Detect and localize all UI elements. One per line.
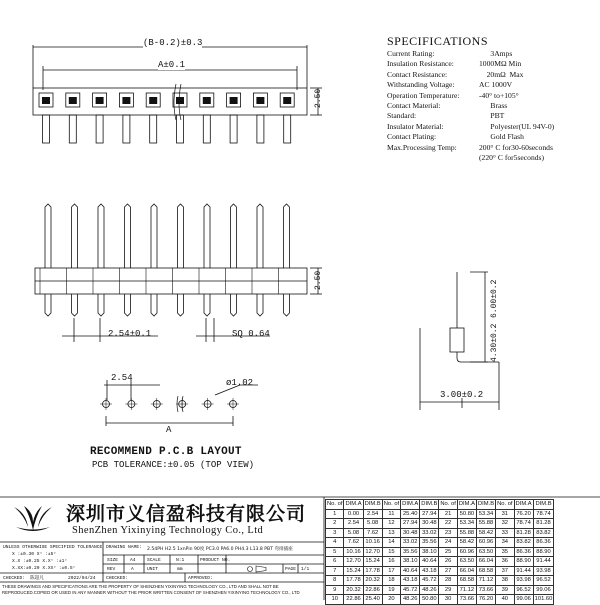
- top-pin-square: [230, 97, 238, 104]
- top-pin-tail: [203, 115, 210, 143]
- top-pin-tail: [69, 115, 76, 143]
- spec-value: -40° to+105°: [479, 90, 519, 100]
- table-cell: 12: [382, 519, 400, 529]
- table-cell: 10: [326, 595, 344, 605]
- front-pin-upper: [98, 204, 104, 268]
- scale-label: SCALE: [147, 558, 161, 563]
- table-cell: 71.12: [476, 576, 495, 586]
- top-view-pins: [39, 93, 294, 143]
- dimension-table: [325, 499, 554, 605]
- table-cell: 20.32: [344, 585, 363, 595]
- size-value: A4: [130, 558, 136, 563]
- spec-row: [387, 59, 597, 69]
- specifications-title: SPECIFICATIONS: [387, 34, 489, 48]
- table-cell: 76.20: [514, 509, 533, 519]
- table-cell: 2.54: [363, 509, 382, 519]
- spec-value: Polyester(UL 94V-0): [479, 121, 555, 131]
- top-pin-square: [203, 97, 211, 104]
- table-cell: 83.82: [533, 528, 554, 538]
- spec-key: Insulator Material:: [387, 121, 444, 131]
- spec-row: [387, 70, 597, 80]
- front-pin-upper: [257, 204, 263, 268]
- table-cell: 35.56: [420, 538, 439, 548]
- table-cell: 22.86: [363, 585, 382, 595]
- front-pin-lower: [98, 294, 104, 316]
- table-cell: 9: [326, 585, 344, 595]
- table-cell: 99.06: [514, 595, 533, 605]
- table-cell: 3: [326, 528, 344, 538]
- table-cell: 17.78: [344, 576, 363, 586]
- front-pin-upper: [151, 204, 157, 268]
- table-cell: 48.26: [420, 585, 439, 595]
- pcb-holes: [100, 396, 239, 412]
- table-cell: 2.54: [344, 519, 363, 529]
- table-cell: 27.94: [420, 509, 439, 519]
- table-cell: 33: [496, 528, 514, 538]
- table-cell: 50.80: [457, 509, 476, 519]
- top-pin-tail: [123, 115, 130, 143]
- top-pin-tail: [96, 115, 103, 143]
- spec-value: Gold Flash: [479, 132, 524, 142]
- table-cell: 60.96: [457, 547, 476, 557]
- spec-value: 1000MΩ Min: [479, 59, 522, 69]
- front-pin-upper: [284, 204, 290, 268]
- spec-key: Contact Resistance:: [387, 69, 448, 79]
- spec-row: [387, 111, 597, 121]
- spec-row: [387, 101, 597, 111]
- front-pin-upper: [204, 204, 210, 268]
- table-cell: 37: [496, 566, 514, 576]
- table-row: [326, 538, 554, 548]
- table-cell: 43.18: [401, 576, 420, 586]
- table-cell: 18: [382, 576, 400, 586]
- front-pin-lower: [284, 294, 290, 316]
- front-pin-upper: [125, 204, 131, 268]
- table-cell: 40: [496, 595, 514, 605]
- table-header-cell: DIM.B: [533, 500, 554, 510]
- table-cell: 28: [439, 576, 457, 586]
- table-cell: 16: [382, 557, 400, 567]
- table-cell: 26: [439, 557, 457, 567]
- table-cell: 58.42: [476, 528, 495, 538]
- front-pin-lower: [72, 294, 78, 316]
- front-pin-upper: [72, 204, 78, 268]
- table-cell: 5.08: [344, 528, 363, 538]
- table-cell: 19: [382, 585, 400, 595]
- table-header-cell: DIM.A: [458, 501, 475, 508]
- side-dim-upper: 6.00±0.2: [490, 279, 499, 318]
- table-cell: 35.56: [401, 547, 420, 557]
- top-pin-square: [176, 97, 184, 104]
- top-pin-square: [69, 97, 77, 104]
- table-cell: 5.08: [363, 519, 382, 529]
- table-cell: 53.34: [476, 509, 495, 519]
- table-cell: 17: [382, 566, 400, 576]
- pitch-dim-label: 2.54±0.1: [108, 329, 152, 339]
- spec-row: [387, 80, 597, 90]
- table-cell: 6: [326, 557, 344, 567]
- sq-dim-label: SQ 0.64: [232, 329, 270, 339]
- table-cell: 78.74: [533, 509, 554, 519]
- table-header-cell: DIM.A: [345, 501, 362, 508]
- table-cell: 31: [496, 509, 514, 519]
- spec-key: Withstanding Voltage:: [387, 80, 455, 90]
- top-pin-square: [149, 97, 157, 104]
- specifications-block: [387, 34, 597, 163]
- table-cell: 11: [382, 509, 400, 519]
- table-cell: 96.52: [514, 585, 533, 595]
- tolerance-line-3: X.XX:±0.20 X.XX° :±0.5°: [12, 566, 76, 571]
- spec-key: Contact Plating:: [387, 132, 437, 142]
- company-name-cn: 深圳市义信盈科技有限公司: [66, 504, 307, 525]
- table-row: [326, 528, 554, 538]
- table-cell: 10.16: [363, 538, 382, 548]
- spec-row: [387, 122, 597, 132]
- top-pin-tail: [230, 115, 237, 143]
- table-cell: 17.78: [363, 566, 382, 576]
- spec-rows: [387, 49, 597, 163]
- table-cell: 38: [496, 576, 514, 586]
- table-cell: 23: [439, 528, 457, 538]
- spec-key: Current Rating:: [387, 49, 435, 58]
- top-pin-tail: [150, 115, 157, 143]
- spec-value: (220° C for5seconds): [479, 153, 545, 163]
- scale-value: N:1: [176, 558, 185, 563]
- table-cell: 12.70: [363, 547, 382, 557]
- table-cell: 91.44: [514, 566, 533, 576]
- approved-label: APPROVED:: [188, 576, 213, 581]
- table-cell: 43.18: [420, 566, 439, 576]
- spec-key: Max.Processing Temp:: [387, 142, 457, 152]
- table-cell: 35: [496, 547, 514, 557]
- pcb-a-label: A: [166, 425, 172, 435]
- spec-key: Operation Temperature:: [387, 90, 460, 100]
- overall-dim-label: (B-0.2)±0.3: [143, 38, 203, 48]
- table-cell: 15.24: [363, 557, 382, 567]
- table-row: [326, 557, 554, 567]
- table-cell: 38.10: [401, 557, 420, 567]
- table-cell: 22.86: [344, 595, 363, 605]
- table-cell: 7: [326, 566, 344, 576]
- spec-row: [387, 132, 597, 142]
- table-cell: 27: [439, 566, 457, 576]
- table-cell: 5: [326, 547, 344, 557]
- table-cell: 30.48: [401, 528, 420, 538]
- checked-label: CHECKED:: [3, 576, 26, 581]
- tolerance-line-2: X.X :±0.25 X.X° :±1°: [12, 559, 68, 564]
- spec-row: [387, 91, 597, 101]
- inner-dim-label: A±0.1: [158, 60, 186, 70]
- table-cell: 50.80: [420, 595, 439, 605]
- dimension-table-body: [326, 509, 554, 604]
- front-pin-lower: [45, 294, 51, 316]
- table-cell: 55.88: [457, 528, 476, 538]
- table-cell: 73.66: [457, 595, 476, 605]
- top-pin-tail: [257, 115, 264, 143]
- table-cell: 99.06: [533, 585, 554, 595]
- table-cell: 40.64: [420, 557, 439, 567]
- table-cell: 4: [326, 538, 344, 548]
- table-cell: 68.58: [457, 576, 476, 586]
- front-pin-lower: [257, 294, 263, 316]
- top-pin-square: [42, 97, 50, 104]
- table-cell: 71.12: [457, 585, 476, 595]
- table-cell: 25: [439, 547, 457, 557]
- table-cell: 8: [326, 576, 344, 586]
- table-cell: 34: [496, 538, 514, 548]
- front-height-dim: 2.50: [314, 270, 323, 290]
- table-cell: 96.52: [533, 576, 554, 586]
- table-header-cell: No. of: [383, 501, 400, 508]
- pcb-pitch-label: 2.54: [111, 373, 133, 383]
- table-cell: 101.60: [534, 596, 553, 603]
- pcb-tolerance: PCB TOLERANCE:±0.05 (TOP VIEW): [92, 460, 255, 470]
- table-row: [326, 576, 554, 586]
- rev-label: REV: [107, 567, 116, 572]
- table-cell: 86.36: [533, 538, 554, 548]
- table-cell: 2: [326, 519, 344, 529]
- table-cell: 1: [326, 509, 344, 519]
- top-pin-square: [96, 97, 104, 104]
- table-cell: 68.58: [476, 566, 495, 576]
- size-label: SIZE: [107, 558, 119, 563]
- table-row: [326, 519, 554, 529]
- front-pin-lower: [125, 294, 131, 316]
- table-cell: 22: [439, 519, 457, 529]
- table-header-cell: No. of: [497, 501, 513, 508]
- top-pin-square: [283, 97, 291, 104]
- spec-key: Standard:: [387, 111, 417, 121]
- table-row: [326, 547, 554, 557]
- spec-key: Contact Material:: [387, 101, 441, 111]
- table-cell: 25.40: [363, 595, 382, 605]
- table-cell: 15: [382, 547, 400, 557]
- table-cell: 24: [439, 538, 457, 548]
- table-cell: 14: [382, 538, 400, 548]
- spec-value: 200° C for30-60seconds: [479, 142, 553, 152]
- top-pin-square: [256, 97, 264, 104]
- table-header-cell: No. of: [327, 501, 343, 508]
- projection-symbol-icon: [248, 566, 267, 572]
- spec-row: [387, 143, 597, 153]
- table-cell: 33.02: [420, 528, 439, 538]
- spec-key: [387, 153, 479, 163]
- table-cell: 38.10: [420, 547, 439, 557]
- checked-label-2: CHECKED:: [106, 576, 129, 581]
- company-logo: [14, 506, 52, 531]
- table-cell: 7.62: [363, 528, 382, 538]
- table-cell: 39: [496, 585, 514, 595]
- tolerance-line-1: X :±0.30 X° :±5°: [12, 552, 57, 557]
- table-cell: 66.04: [476, 557, 495, 567]
- table-cell: 91.44: [533, 557, 554, 567]
- table-cell: 55.88: [476, 519, 495, 529]
- table-cell: 58.42: [457, 538, 476, 548]
- table-cell: 93.98: [533, 566, 554, 576]
- front-view-pins: [40, 204, 290, 316]
- table-cell: 21: [439, 509, 457, 519]
- table-cell: 48.26: [401, 595, 420, 605]
- top-pin-tail: [43, 115, 50, 143]
- rev-value: A: [131, 567, 134, 572]
- table-cell: 66.04: [457, 566, 476, 576]
- spec-value: PBT: [479, 111, 505, 121]
- table-cell: 29: [439, 585, 457, 595]
- page-value: 1/1: [301, 567, 310, 572]
- table-cell: 93.98: [514, 576, 533, 586]
- table-cell: 45.72: [420, 576, 439, 586]
- front-pin-upper: [45, 204, 51, 268]
- table-header-cell: DIM.B: [421, 501, 438, 508]
- side-dim-bottom: 3.00±0.2: [440, 390, 484, 400]
- table-cell: 20: [382, 595, 400, 605]
- table-cell: 20.32: [363, 576, 382, 586]
- top-pin-tail: [177, 115, 184, 143]
- table-cell: 0.00: [344, 509, 363, 519]
- table-cell: 73.66: [476, 585, 495, 595]
- spec-row: [387, 153, 597, 163]
- table-row: [326, 595, 554, 605]
- company-name-en: ShenZhen Yixinying Technology Co., Ltd: [72, 525, 264, 536]
- footer-notice: THESE DRAWINGS AND SPECIFICATIONS ARE THE PROPERTY OF SHENZHEN YIXINYING TECHNOLOGY CO., LTD AND SHALL NOT BE REPRODUCED.COPIED OR USED IN ANY MANNER WITHOUT THE PRIOR WRITTEN CONSENT OF SHENZHEN YIXINYING TECHNOLOGY CO., LTD: [2, 584, 300, 595]
- spec-value: 20mΩ Max: [479, 69, 524, 79]
- table-row: [326, 585, 554, 595]
- dimension-table-header: [326, 500, 554, 510]
- top-pin-square: [122, 97, 130, 104]
- table-cell: 76.20: [476, 595, 495, 605]
- pcb-layout-title: RECOMMEND P.C.B LAYOUT: [90, 446, 242, 458]
- front-pin-upper: [231, 204, 237, 268]
- table-cell: 7.62: [344, 538, 363, 548]
- table-row: [326, 566, 554, 576]
- table-cell: 27.94: [401, 519, 420, 529]
- table-cell: 32: [496, 519, 514, 529]
- product-no-label: PRODUCT NO.: [200, 558, 231, 563]
- checked-date: 2022/04/24: [68, 576, 96, 581]
- table-cell: 53.34: [457, 519, 476, 529]
- table-header-cell: DIM.B: [477, 501, 495, 508]
- table-row: [326, 509, 554, 519]
- table-cell: 60.96: [476, 538, 495, 548]
- table-cell: 40.64: [401, 566, 420, 576]
- table-cell: 12.70: [344, 557, 363, 567]
- table-cell: 63.50: [476, 547, 495, 557]
- table-cell: 36: [496, 557, 514, 567]
- front-pin-lower: [151, 294, 157, 316]
- table-cell: 78.74: [514, 519, 533, 529]
- table-header-cell: DIM.B: [364, 501, 381, 508]
- table-cell: 30: [439, 595, 457, 605]
- table-header-cell: DIM.A: [515, 501, 532, 508]
- table-cell: 81.28: [533, 519, 554, 529]
- table-cell: 15.24: [344, 566, 363, 576]
- drawing-name: 2.54PH H2.5 1xnPin 90度 PC3.0 PA6.0 PH4.3 L13.8 PBT 弯排插座: [147, 547, 293, 552]
- drawing-name-label: DRAWING NAME:: [106, 545, 142, 550]
- front-pin-upper: [178, 204, 184, 268]
- table-cell: 88.90: [514, 557, 533, 567]
- table-cell: 63.50: [457, 557, 476, 567]
- front-pin-lower: [231, 294, 237, 316]
- top-height-dim: 2.50: [314, 88, 323, 108]
- spec-row: [387, 49, 597, 59]
- spec-value: AC 1000V: [479, 80, 513, 90]
- table-cell: 86.36: [514, 547, 533, 557]
- table-header-cell: DIM.A: [402, 501, 419, 508]
- spec-value: 3Amps: [479, 49, 513, 58]
- table-cell: 45.72: [401, 585, 420, 595]
- table-cell: 25.40: [401, 509, 420, 519]
- table-cell: 30.48: [420, 519, 439, 529]
- tolerance-head: UNLESS OTHERWISE SPECIFIED TOLERANCE: [3, 545, 103, 550]
- front-pin-lower: [204, 294, 210, 316]
- unit-label: UNIT: [147, 567, 159, 572]
- side-dim-lower: 4.30±0.2: [490, 323, 499, 362]
- table-header-cell: No. of: [440, 501, 456, 508]
- table-cell: 10.16: [344, 547, 363, 557]
- spec-key: Insulation Resistance:: [387, 59, 454, 69]
- pcb-hole-label: ø1.02: [226, 378, 254, 388]
- table-cell: 83.82: [514, 538, 533, 548]
- table-cell: 13: [382, 528, 400, 538]
- table-cell: 81.28: [514, 528, 533, 538]
- unit-value: mm: [177, 567, 183, 572]
- checked-name: 陈超凡: [30, 576, 44, 581]
- table-cell: 33.02: [401, 538, 420, 548]
- table-cell: 88.90: [533, 547, 554, 557]
- spec-value: Brass: [479, 101, 508, 111]
- front-pin-lower: [178, 294, 184, 316]
- top-pin-tail: [284, 115, 291, 143]
- page-label: PAGE: [285, 567, 297, 572]
